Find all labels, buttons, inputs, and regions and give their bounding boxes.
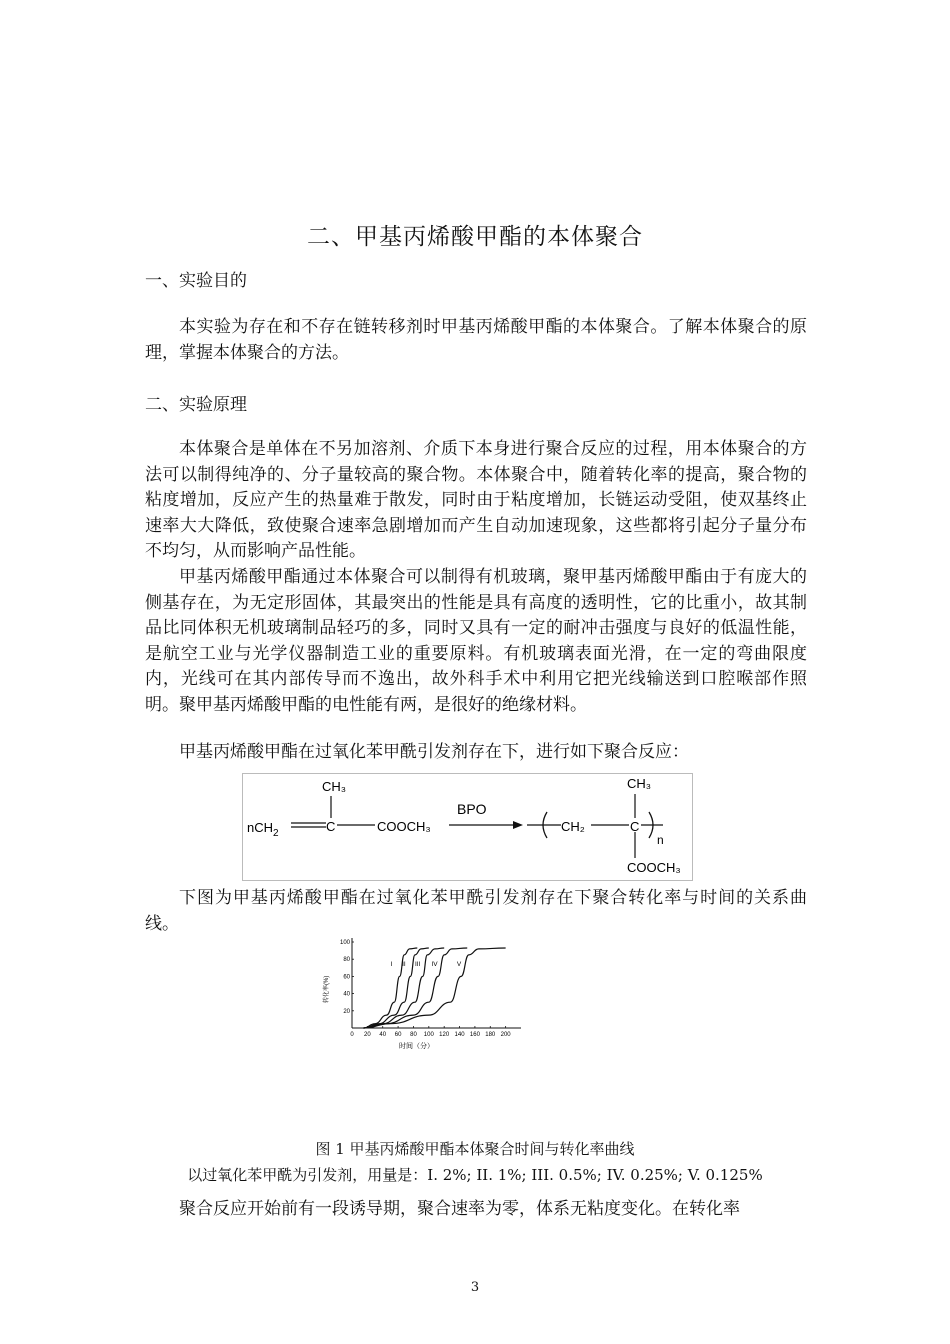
chart-y-axis-label: 转化率(%)	[324, 975, 330, 1003]
reaction-scheme	[242, 773, 693, 881]
x-tick-label: 60	[394, 1032, 402, 1038]
x-tick-label: 100	[423, 1032, 434, 1038]
reaction-diagram	[243, 774, 692, 880]
y-tick-label: 40	[343, 991, 350, 998]
series-label-III: III	[414, 961, 421, 969]
x-tick-label: 80	[410, 1032, 417, 1038]
product-ch2: CH₂	[561, 819, 585, 834]
chart-axes	[352, 938, 521, 1028]
paragraph-figure-intro: 下图为甲基丙烯酸甲酯在过氧化苯甲酰引发剂存在下聚合转化率与时间的关系曲线。	[145, 888, 807, 934]
reactant-ester: COOCH₃	[377, 819, 431, 834]
y-tick-label: 80	[343, 957, 350, 964]
x-tick-label: 180	[485, 1032, 496, 1038]
section-heading-purpose: 一、实验目的	[145, 271, 247, 291]
chart-series	[364, 948, 506, 1028]
reactant-nch: nCH$_2$	[247, 820, 279, 839]
chart-ticks	[340, 940, 511, 1038]
reactant-methyl: CH₃	[322, 779, 347, 794]
x-tick-label: 20	[364, 1032, 371, 1038]
x-tick-label: 200	[500, 1032, 511, 1038]
conversion-time-chart	[316, 930, 536, 1055]
paragraph-principle-1: 本体聚合是单体在不另加溶剂、介质下本身进行聚合反应的过程，用本体聚合的方法可以制得纯净的、分子量较高的聚合物。本体聚合中，随着转化率的提高，聚合物的粘度增加，反应产生的热量难于散发，同时由于粘度增加，长链运动受阻，使双基终止速率大大降低，致使聚合速率急剧增加而产生自动加速现象，这些都将引起分子量分布不均匀，从而影响产品性能。	[145, 439, 807, 561]
series-label-II: II	[402, 961, 406, 969]
reaction-arrow-head	[513, 821, 523, 829]
paragraph-last: 聚合反应开始前有一段诱导期，聚合速率为零，体系无粘度变化。在转化率	[179, 1199, 740, 1219]
figure-caption-detail: 以过氧化苯甲酰为引发剂，用量是：I. 2%; II. 1%; III. 0.5%; IV. 0.25%; V. 0.125%	[187, 1166, 763, 1184]
x-tick-label: 120	[439, 1032, 450, 1038]
paragraph-purpose: 本实验为存在和不存在链转移剂时甲基丙烯酸甲酯的本体聚合。了解本体聚合的原理，掌握本体聚合的方法。	[145, 317, 807, 363]
product-ester: COOCH₃	[627, 860, 681, 875]
x-tick-label: 140	[454, 1032, 465, 1038]
series-label-I: I	[390, 961, 393, 969]
series-label-V: V	[456, 961, 462, 969]
x-tick-label: 0	[350, 1032, 354, 1038]
y-tick-label: 20	[343, 1008, 350, 1015]
page-title: 二、甲基丙烯酸甲酯的本体聚合	[307, 224, 643, 250]
x-tick-label: 160	[469, 1032, 480, 1038]
product-methyl: CH₃	[627, 776, 652, 791]
series-line-IV	[364, 948, 468, 1028]
product-n: n	[657, 833, 664, 847]
reactant-carbon: C	[326, 819, 336, 834]
catalyst-label: BPO	[457, 801, 487, 817]
chart-svg	[316, 930, 536, 1055]
chart-x-axis-label: 时间（分）	[399, 1043, 434, 1050]
figure-caption: 图 1 甲基丙烯酸甲酯本体聚合时间与转化率曲线	[315, 1140, 635, 1158]
series-label-IV: IV	[431, 961, 438, 969]
paragraph-principle-3: 甲基丙烯酸甲酯在过氧化苯甲酰引发剂存在下，进行如下聚合反应：	[179, 742, 689, 762]
x-tick-label: 40	[379, 1032, 387, 1038]
y-tick-label: 100	[339, 940, 350, 946]
page-number: 3	[470, 1280, 480, 1295]
product-carbon: C	[630, 819, 640, 834]
series-line-III	[364, 948, 445, 1028]
paragraph-principle-2: 甲基丙烯酸甲酯通过本体聚合可以制得有机玻璃，聚甲基丙烯酸甲酯由于有庞大的侧基存在，为无定形固体，其最突出的性能是具有高度的透明性，它的比重小，故其制品比同体积无机玻璃制品轻巧的多，同时又具有一定的耐冲击强度与良好的低温性能，是航空工业与光学仪器制造工业的重要原料。有机玻璃表面光滑，在一定的弯曲限度内，光线可在其内部传导而不逸出，故外科手术中利用它把光线输送到口腔喉部作照明。聚甲基丙烯酸甲酯的电性能有两，是很好的绝缘材料。	[145, 567, 807, 715]
chart-series-labels	[391, 961, 462, 968]
y-tick-label: 60	[343, 974, 350, 981]
section-heading-principle: 二、实验原理	[145, 395, 247, 415]
